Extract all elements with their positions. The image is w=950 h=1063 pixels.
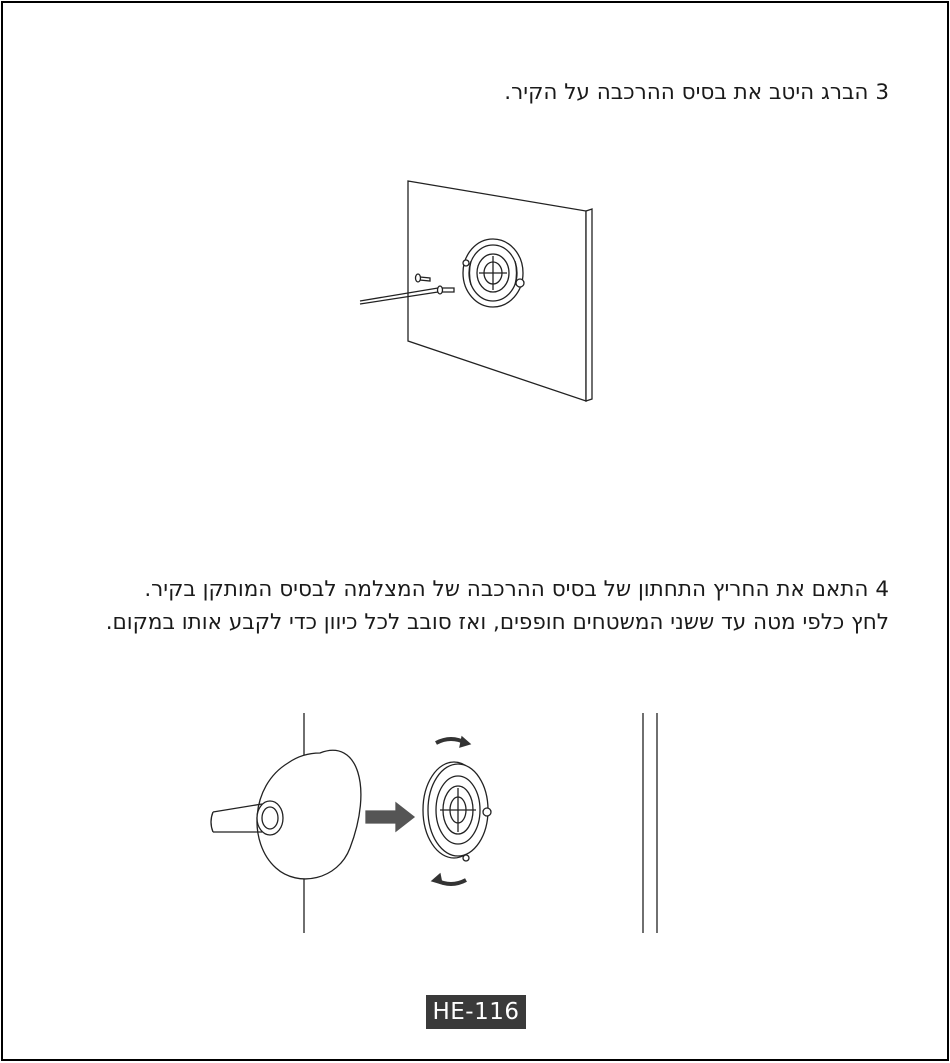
step-4-line-1: 4 התאם את החריץ התחתון של בסיס ההרכבה של המצלמה לבסיס המותקן בקיר. (144, 577, 889, 602)
step-4-camera-attach-illustration (198, 708, 678, 938)
camera-dome (211, 750, 361, 879)
rotate-arrow-top-head (460, 737, 470, 747)
rotate-arrow-bottom-head (432, 874, 442, 884)
direction-arrow (366, 803, 414, 831)
mounting-base-front (423, 762, 491, 861)
step-3-line-1: 3 הברג היטב את בסיס ההרכבה על הקיר. (504, 80, 889, 105)
mounting-base (463, 239, 524, 307)
step-3-instruction (504, 76, 889, 109)
step-3-wall-screwing-illustration (358, 173, 598, 413)
page-number-label: HE-116 (426, 995, 526, 1029)
manual-page (1, 1, 949, 1061)
step-4-line-2: לחץ כלפי מטה עד ששני המשטחים חופפים, ואז סובב לכל כיוון כדי לקבע אותו במקום. (105, 610, 889, 635)
step-4-instruction (106, 573, 889, 639)
wall-panel-edge (586, 209, 592, 401)
